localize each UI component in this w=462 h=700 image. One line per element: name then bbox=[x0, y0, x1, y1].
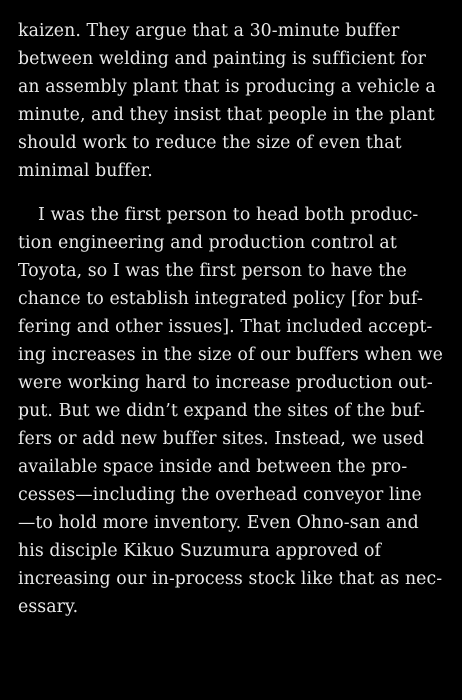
text-line: chance to establish integrated policy [for buf- bbox=[18, 289, 423, 309]
text-line: tion engineering and production control at bbox=[18, 233, 397, 253]
text-line: —to hold more inventory. Even Ohno-san and bbox=[18, 513, 419, 533]
text-line: put. But we didn’t expand the sites of the buf- bbox=[18, 401, 425, 421]
text-line: essary. bbox=[18, 597, 79, 617]
text-line: minimal buffer. bbox=[18, 161, 153, 181]
text-line: fers or add new buffer sites. Instead, we used bbox=[18, 429, 425, 449]
text-line: should work to reduce the size of even that bbox=[18, 133, 402, 153]
text-line: increasing our in-process stock like that as nec- bbox=[18, 569, 443, 589]
text-line: cesses—including the overhead conveyor line bbox=[18, 485, 422, 505]
text-line: I was the first person to head both produc- bbox=[38, 205, 419, 225]
text-line: his disciple Kikuo Suzumura approved of bbox=[18, 541, 382, 561]
text-line: available space inside and between the pro- bbox=[18, 457, 408, 477]
text-line: were working hard to increase production out- bbox=[18, 373, 433, 393]
text-line: an assembly plant that is producing a vehicle a bbox=[18, 77, 436, 97]
text-line: Toyota, so I was the first person to have the bbox=[18, 261, 407, 281]
text-line: minute, and they insist that people in the plant bbox=[18, 105, 435, 125]
text-line: ing increases in the size of our buffers when we bbox=[18, 345, 443, 365]
text-line: between welding and painting is sufficient for bbox=[18, 49, 426, 69]
text-line: fering and other issues]. That included accept- bbox=[18, 317, 433, 337]
text-line: kaizen. They argue that a 30-minute buffer bbox=[18, 21, 400, 41]
